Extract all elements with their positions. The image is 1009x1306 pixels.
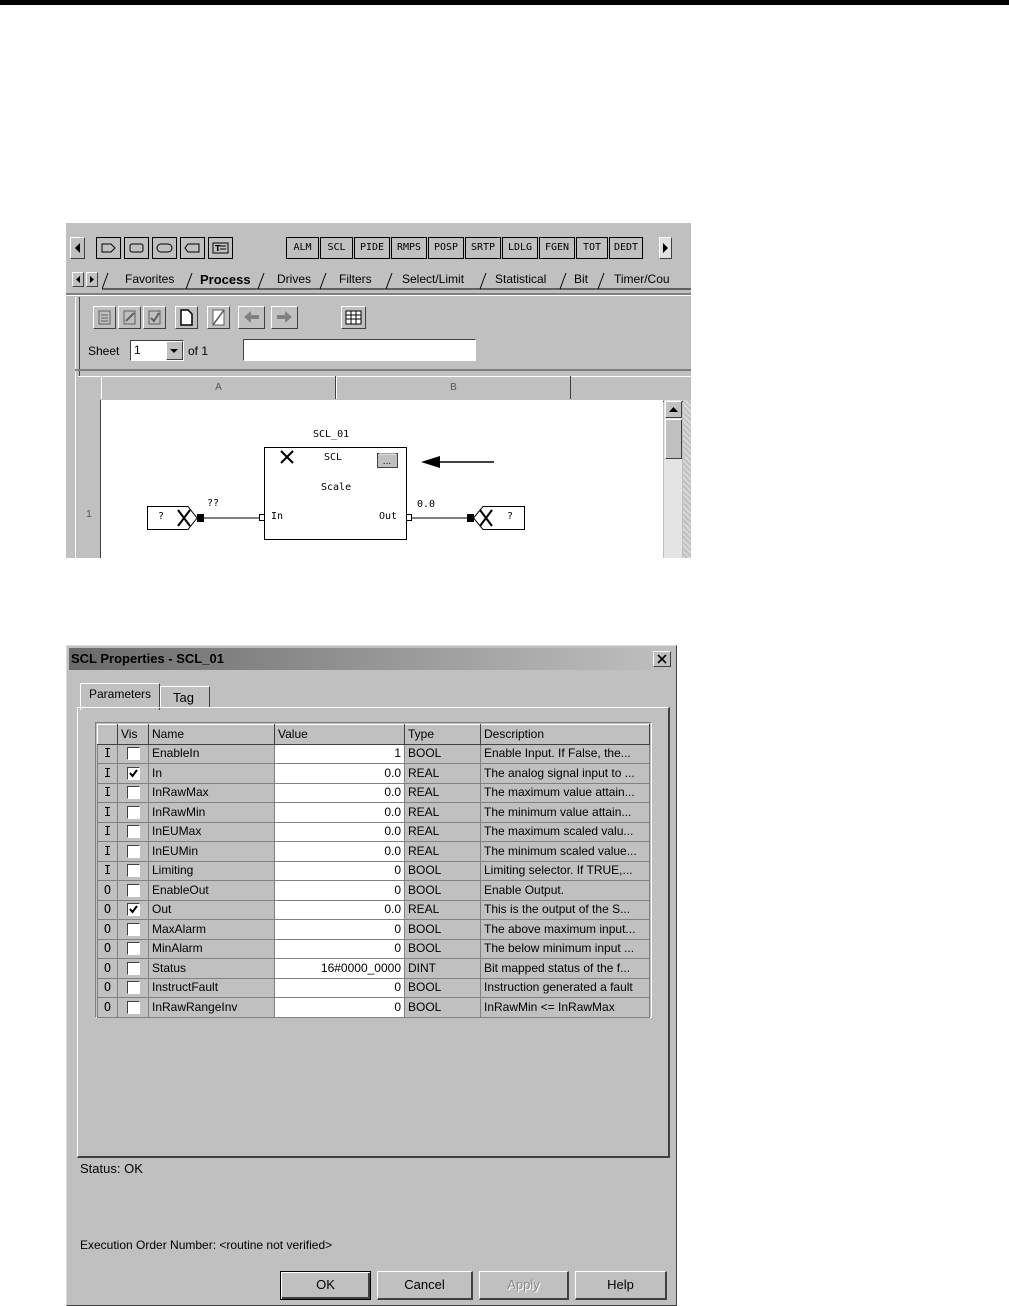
grid-header-row	[98, 725, 650, 745]
description-cell: This is the output of the S...	[481, 900, 650, 920]
vis-cell	[118, 939, 149, 959]
svg-text:T: T	[215, 244, 221, 253]
value-cell[interactable]: 0	[275, 861, 405, 881]
table-row[interactable]	[98, 783, 650, 803]
vis-cell	[118, 822, 149, 842]
grid-header-io	[98, 725, 118, 745]
value-cell: 0.0	[275, 900, 405, 920]
value-cell: 0	[275, 939, 405, 959]
description-cell: The analog signal input to ...	[481, 764, 650, 784]
vis-checkbox[interactable]	[127, 806, 140, 819]
name-cell: Status	[149, 959, 275, 979]
io-cell: I	[98, 842, 118, 862]
type-cell: BOOL	[405, 861, 481, 881]
description-cell: The above maximum input...	[481, 920, 650, 940]
element-button-dedt[interactable]: DEDT	[609, 237, 643, 259]
name-cell: In	[149, 764, 275, 784]
tab-statistical[interactable]: Statistical	[495, 272, 547, 286]
element-button-ldlg[interactable]: LDLG	[502, 237, 538, 259]
type-cell: REAL	[405, 842, 481, 862]
annotation-arrow-icon	[421, 456, 494, 468]
fbd-diagram	[66, 223, 691, 558]
input-value: ??	[207, 498, 220, 509]
name-cell: InEUMax	[149, 822, 275, 842]
description-cell: Instruction generated a fault	[481, 978, 650, 998]
cancel-button[interactable]: Cancel	[377, 1271, 473, 1300]
checkmark-icon	[128, 904, 139, 915]
type-cell: DINT	[405, 959, 481, 979]
tab-bit[interactable]: Bit	[574, 272, 589, 286]
execution-order-text: Execution Order Number: <routine not verified>	[80, 1238, 333, 1252]
vis-checkbox[interactable]	[127, 864, 140, 877]
block-description: Scale	[321, 482, 352, 493]
sheet-number-value: 1	[134, 343, 141, 357]
vis-cell	[118, 900, 149, 920]
element-button-scl[interactable]: SCL	[320, 237, 353, 259]
value-cell: 0	[275, 998, 405, 1018]
help-button[interactable]: Help	[575, 1271, 667, 1300]
status-text: Status: OK	[80, 1161, 143, 1176]
vis-checkbox[interactable]	[127, 786, 140, 799]
description-cell: The maximum scaled valu...	[481, 822, 650, 842]
vis-checkbox[interactable]	[127, 747, 140, 760]
tab-select-limit[interactable]: Select/Limit	[402, 272, 465, 286]
vis-checkbox[interactable]	[127, 845, 140, 858]
table-row[interactable]	[98, 744, 650, 764]
element-button-fgen[interactable]: FGEN	[539, 237, 575, 259]
grid-header-value[interactable]: Value	[275, 725, 405, 745]
type-cell: BOOL	[405, 939, 481, 959]
vis-cell	[118, 861, 149, 881]
page-top-rule	[0, 0, 1009, 5]
type-cell: BOOL	[405, 744, 481, 764]
vis-checkbox[interactable]	[127, 1001, 140, 1014]
parameters-grid	[97, 724, 650, 1018]
io-cell: I	[98, 803, 118, 823]
name-cell: InEUMin	[149, 842, 275, 862]
element-button-posp[interactable]: POSP	[428, 237, 464, 259]
ok-button[interactable]: OK	[280, 1271, 371, 1300]
sheet-count: of 1	[188, 344, 209, 358]
tab-favorites[interactable]: Favorites	[125, 272, 175, 286]
description-cell: The below minimum input ...	[481, 939, 650, 959]
description-cell: The minimum value attain...	[481, 803, 650, 823]
description-cell: Bit mapped status of the f...	[481, 959, 650, 979]
value-cell[interactable]: 0.0	[275, 803, 405, 823]
io-cell: O	[98, 978, 118, 998]
vis-checkbox[interactable]	[127, 962, 140, 975]
value-cell[interactable]: 0.0	[275, 764, 405, 784]
value-cell: 0	[275, 920, 405, 940]
io-cell: O	[98, 900, 118, 920]
tab-timer-counter[interactable]: Timer/Cou	[614, 272, 670, 286]
type-cell: BOOL	[405, 978, 481, 998]
tab-drives[interactable]: Drives	[277, 272, 312, 286]
column-header-a: A	[101, 376, 336, 399]
grid-header-description[interactable]: Description	[481, 725, 650, 745]
grid-header-name[interactable]: Name	[149, 725, 275, 745]
vis-checkbox[interactable]	[127, 923, 140, 936]
input-ref-pin-icon	[197, 514, 204, 522]
vis-cell	[118, 920, 149, 940]
table-row[interactable]	[98, 920, 650, 940]
grid-header-vis[interactable]: Vis	[118, 725, 149, 745]
close-button[interactable]	[653, 651, 671, 667]
vis-checkbox[interactable]	[127, 942, 140, 955]
vis-checkbox[interactable]	[127, 825, 140, 838]
name-cell: MaxAlarm	[149, 920, 275, 940]
type-cell: REAL	[405, 803, 481, 823]
type-cell: BOOL	[405, 920, 481, 940]
type-cell: BOOL	[405, 881, 481, 901]
table-row[interactable]	[98, 881, 650, 901]
name-cell: InstructFault	[149, 978, 275, 998]
io-cell: I	[98, 764, 118, 784]
io-cell: I	[98, 861, 118, 881]
value-cell[interactable]: 0.0	[275, 783, 405, 803]
io-cell: I	[98, 822, 118, 842]
output-ref-name: ?	[507, 511, 514, 522]
element-button-alm[interactable]: ALM	[286, 237, 319, 259]
name-cell: Out	[149, 900, 275, 920]
io-cell: O	[98, 881, 118, 901]
element-button-rmps[interactable]: RMPS	[391, 237, 427, 259]
name-cell: Limiting	[149, 861, 275, 881]
description-cell: InRawMin <= InRawMax	[481, 998, 650, 1018]
column-header-b: B	[336, 376, 571, 399]
description-cell: Enable Output.	[481, 881, 650, 901]
tab-filters[interactable]: Filters	[339, 272, 372, 286]
vis-checkbox[interactable]	[127, 767, 140, 780]
name-cell: InRawMin	[149, 803, 275, 823]
io-cell: O	[98, 998, 118, 1018]
element-button-pide[interactable]: PIDE	[354, 237, 390, 259]
name-cell: InRawRangeInv	[149, 998, 275, 1018]
type-cell: REAL	[405, 900, 481, 920]
table-row[interactable]	[98, 822, 650, 842]
type-cell: REAL	[405, 764, 481, 784]
value-cell[interactable]: 0.0	[275, 842, 405, 862]
name-cell: EnableOut	[149, 881, 275, 901]
dialog-title: SCL Properties - SCL_01	[71, 651, 224, 666]
table-row[interactable]	[98, 998, 650, 1018]
table-row[interactable]	[98, 959, 650, 979]
scl-properties-dialog	[66, 645, 677, 1306]
table-row[interactable]	[98, 842, 650, 862]
table-row[interactable]	[98, 978, 650, 998]
out-pin-icon	[407, 515, 412, 521]
vis-cell	[118, 842, 149, 862]
value-cell: 0	[275, 881, 405, 901]
checkmark-icon	[128, 768, 139, 779]
out-pin-label: Out	[379, 511, 398, 522]
io-cell: I	[98, 744, 118, 764]
name-cell: EnableIn	[149, 744, 275, 764]
in-pin-label: In	[271, 511, 284, 522]
type-cell: BOOL	[405, 998, 481, 1018]
vis-cell	[118, 978, 149, 998]
fbd-editor-window	[66, 223, 691, 558]
vis-checkbox[interactable]	[127, 884, 140, 897]
ellipsis-icon: ...	[382, 457, 392, 467]
vis-cell	[118, 998, 149, 1018]
element-button-tot[interactable]: TOT	[576, 237, 608, 259]
block-tag-name: SCL_01	[313, 429, 350, 440]
name-cell: MinAlarm	[149, 939, 275, 959]
table-row[interactable]	[98, 803, 650, 823]
vis-cell	[118, 783, 149, 803]
vis-cell	[118, 959, 149, 979]
description-cell: Limiting selector. If TRUE,...	[481, 861, 650, 881]
type-cell: REAL	[405, 783, 481, 803]
dialog-titlebar	[69, 648, 674, 670]
io-cell: O	[98, 920, 118, 940]
description-cell: The maximum value attain...	[481, 783, 650, 803]
vis-checkbox[interactable]	[127, 903, 140, 916]
element-button-srtp[interactable]: SRTP	[465, 237, 501, 259]
table-row[interactable]	[98, 900, 650, 920]
io-cell: O	[98, 959, 118, 979]
value-cell: 0	[275, 978, 405, 998]
table-row[interactable]	[98, 861, 650, 881]
value-cell: 16#0000_0000	[275, 959, 405, 979]
sheet-label: Sheet	[88, 344, 120, 358]
tab-tag-label: Tag	[173, 690, 194, 705]
value-cell[interactable]: 0.0	[275, 822, 405, 842]
io-cell: O	[98, 939, 118, 959]
tab-parameters-label: Parameters	[89, 687, 152, 701]
output-value: 0.0	[417, 499, 436, 510]
type-cell: REAL	[405, 822, 481, 842]
block-type: SCL	[324, 452, 343, 463]
table-row[interactable]	[98, 939, 650, 959]
vis-cell	[118, 881, 149, 901]
tab-parameters[interactable]	[80, 683, 160, 710]
row-header-1: 1	[86, 509, 92, 520]
io-cell: I	[98, 783, 118, 803]
name-cell: InRawMax	[149, 783, 275, 803]
vis-cell	[118, 744, 149, 764]
grid-header-type[interactable]: Type	[405, 725, 481, 745]
input-ref-name: ?	[158, 511, 165, 522]
description-cell: Enable Input. If False, the...	[481, 744, 650, 764]
vis-cell	[118, 764, 149, 784]
in-pin-icon	[260, 515, 265, 521]
table-row[interactable]	[98, 764, 650, 784]
tab-process[interactable]: Process	[200, 272, 251, 287]
value-cell: 1	[275, 744, 405, 764]
vis-cell	[118, 803, 149, 823]
description-cell: The minimum scaled value...	[481, 842, 650, 862]
vis-checkbox[interactable]	[127, 981, 140, 994]
tab-tag[interactable]	[160, 686, 210, 708]
apply-button[interactable]: Apply	[479, 1271, 569, 1300]
close-icon	[654, 652, 670, 666]
